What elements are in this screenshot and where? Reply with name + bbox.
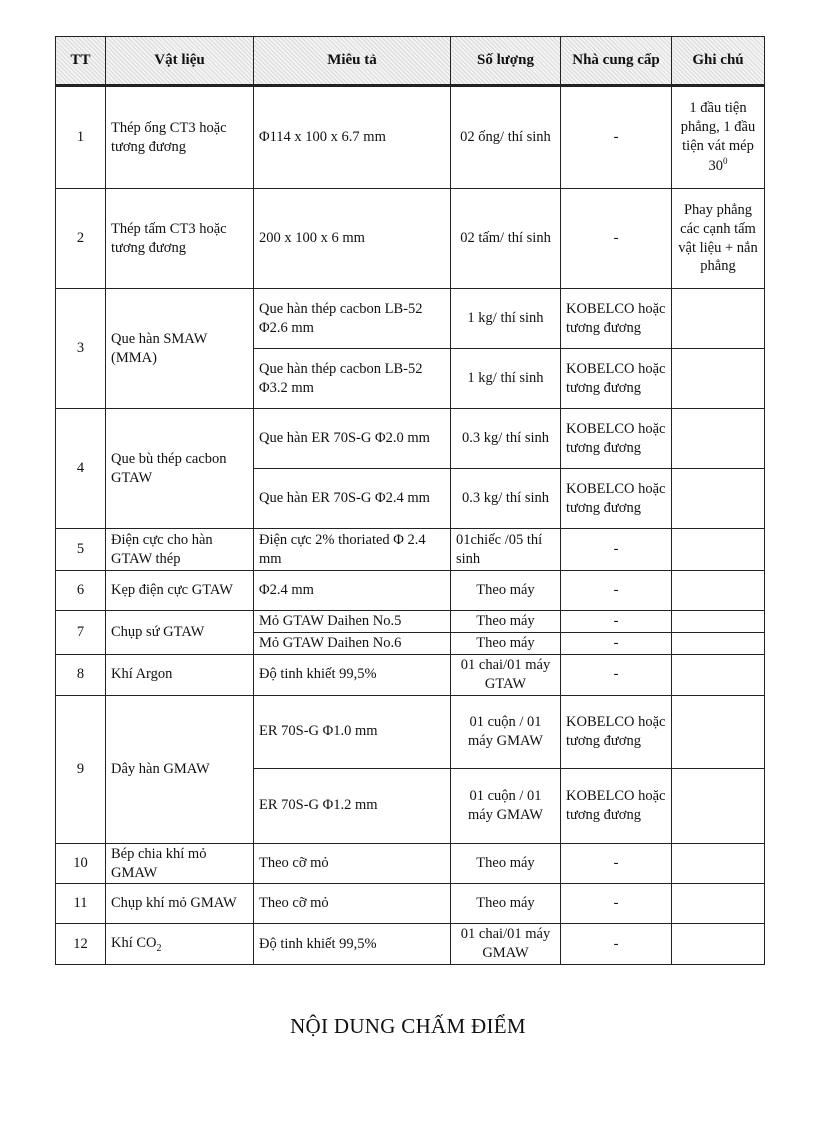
row-number: 2 <box>56 189 106 289</box>
header-material: Vật liệu <box>106 37 254 86</box>
material-cell: Thép ống CT3 hoặc tương đương <box>106 86 254 189</box>
header-quantity: Số lượng <box>451 37 561 86</box>
table-row <box>56 529 765 571</box>
quantity-cell: Theo máy <box>451 571 561 611</box>
row-number: 12 <box>56 924 106 965</box>
table-row <box>56 409 765 469</box>
section-heading: NỘI DUNG CHẤM ĐIỂM <box>290 1014 526 1038</box>
description-cell: Theo cỡ mỏ <box>254 843 451 884</box>
supplier-cell: - <box>561 571 672 611</box>
degree-superscript: 0 <box>723 155 728 166</box>
note-cell <box>672 695 765 768</box>
row-number: 5 <box>56 529 106 571</box>
note-cell <box>672 884 765 924</box>
quantity-cell: 01chiếc /05 thí sinh <box>451 529 561 571</box>
material-cell: Khí Argon <box>106 655 254 696</box>
supplier-cell: KOBELCO hoặc tương đương <box>561 409 672 469</box>
table-row <box>56 884 765 924</box>
material-cell: Que hàn SMAW (MMA) <box>106 289 254 409</box>
description-cell: Φ2.4 mm <box>254 571 451 611</box>
materials-table <box>55 36 765 965</box>
note-cell <box>672 843 765 884</box>
note-cell <box>672 469 765 529</box>
description-cell: Φ114 x 100 x 6.7 mm <box>254 86 451 189</box>
material-cell <box>106 924 254 965</box>
note-cell <box>672 611 765 633</box>
table-header-row <box>56 37 765 86</box>
quantity-cell: 01 chai/01 máy GMAW <box>451 924 561 965</box>
note-cell <box>672 289 765 349</box>
quantity-cell: 02 tấm/ thí sinh <box>451 189 561 289</box>
note-cell: Phay phẳng các cạnh tấm vật liệu + nắn phẳng <box>672 189 765 289</box>
quantity-cell: 01 chai/01 máy GTAW <box>451 655 561 696</box>
note-cell <box>672 633 765 655</box>
supplier-cell: KOBELCO hoặc tương đương <box>561 349 672 409</box>
table-row <box>56 924 765 965</box>
note-text: 1 đầu tiện phẳng, 1 đầu tiện vát mép 30 <box>680 100 756 174</box>
quantity-cell: Theo máy <box>451 611 561 633</box>
row-number: 4 <box>56 409 106 529</box>
row-number: 3 <box>56 289 106 409</box>
quantity-cell: Theo máy <box>451 884 561 924</box>
note-cell <box>672 768 765 843</box>
quantity-cell: Theo máy <box>451 633 561 655</box>
description-cell: Theo cỡ mỏ <box>254 884 451 924</box>
table-row <box>56 189 765 289</box>
row-number: 11 <box>56 884 106 924</box>
header-supplier: Nhà cung cấp <box>561 37 672 86</box>
description-cell: ER 70S-G Φ1.0 mm <box>254 695 451 768</box>
row-number: 7 <box>56 611 106 655</box>
row-number: 1 <box>56 86 106 189</box>
material-cell: Chụp khí mỏ GMAW <box>106 884 254 924</box>
row-number: 8 <box>56 655 106 696</box>
material-cell: Kẹp điện cực GTAW <box>106 571 254 611</box>
quantity-cell: 1 kg/ thí sinh <box>451 289 561 349</box>
description-cell: 200 x 100 x 6 mm <box>254 189 451 289</box>
supplier-cell: KOBELCO hoặc tương đương <box>561 469 672 529</box>
table-row <box>56 289 765 349</box>
table-row <box>56 611 765 633</box>
material-cell: Điện cực cho hàn GTAW thép <box>106 529 254 571</box>
material-text: Khí CO <box>111 934 157 951</box>
description-cell: ER 70S-G Φ1.2 mm <box>254 768 451 843</box>
table-row <box>56 571 765 611</box>
description-cell: Que hàn thép cacbon LB-52 Φ3.2 mm <box>254 349 451 409</box>
header-tt: TT <box>56 37 106 86</box>
table-row <box>56 695 765 768</box>
note-cell <box>672 349 765 409</box>
row-number: 10 <box>56 843 106 884</box>
row-number: 6 <box>56 571 106 611</box>
supplier-cell: KOBELCO hoặc tương đương <box>561 768 672 843</box>
quantity-cell: 02 ống/ thí sinh <box>451 86 561 189</box>
description-cell: Mỏ GTAW Daihen No.6 <box>254 633 451 655</box>
row-number: 9 <box>56 695 106 843</box>
description-cell: Que hàn thép cacbon LB-52 Φ2.6 mm <box>254 289 451 349</box>
note-cell <box>672 86 765 189</box>
quantity-cell: Theo máy <box>451 843 561 884</box>
supplier-cell: KOBELCO hoặc tương đương <box>561 695 672 768</box>
note-cell <box>672 529 765 571</box>
quantity-cell: 01 cuộn / 01 máy GMAW <box>451 768 561 843</box>
table-row <box>56 86 765 189</box>
material-cell: Bép chia khí mỏ GMAW <box>106 843 254 884</box>
supplier-cell: - <box>561 924 672 965</box>
material-cell: Que bù thép cacbon GTAW <box>106 409 254 529</box>
description-cell: Que hàn ER 70S-G Φ2.4 mm <box>254 469 451 529</box>
supplier-cell: - <box>561 884 672 924</box>
supplier-cell: - <box>561 843 672 884</box>
note-cell <box>672 571 765 611</box>
description-cell: Điện cực 2% thoriated Φ 2.4 mm <box>254 529 451 571</box>
quantity-cell: 0.3 kg/ thí sinh <box>451 409 561 469</box>
supplier-cell: - <box>561 655 672 696</box>
supplier-cell: - <box>561 633 672 655</box>
table-row <box>56 843 765 884</box>
header-note: Ghi chú <box>672 37 765 86</box>
description-cell: Độ tinh khiết 99,5% <box>254 924 451 965</box>
supplier-cell: - <box>561 86 672 189</box>
supplier-cell: KOBELCO hoặc tương đương <box>561 289 672 349</box>
material-cell: Chụp sứ GTAW <box>106 611 254 655</box>
description-cell: Que hàn ER 70S-G Φ2.0 mm <box>254 409 451 469</box>
subscript-2: 2 <box>156 942 162 954</box>
material-cell: Thép tấm CT3 hoặc tương đương <box>106 189 254 289</box>
note-cell <box>672 409 765 469</box>
header-description: Miêu tả <box>254 37 451 86</box>
material-cell: Dây hàn GMAW <box>106 695 254 843</box>
quantity-cell: 01 cuộn / 01 máy GMAW <box>451 695 561 768</box>
supplier-cell: - <box>561 529 672 571</box>
supplier-cell: - <box>561 611 672 633</box>
note-cell <box>672 655 765 696</box>
note-cell <box>672 924 765 965</box>
quantity-cell: 0.3 kg/ thí sinh <box>451 469 561 529</box>
quantity-cell: 1 kg/ thí sinh <box>451 349 561 409</box>
description-cell: Độ tinh khiết 99,5% <box>254 655 451 696</box>
description-cell: Mỏ GTAW Daihen No.5 <box>254 611 451 633</box>
supplier-cell: - <box>561 189 672 289</box>
table-row <box>56 655 765 696</box>
